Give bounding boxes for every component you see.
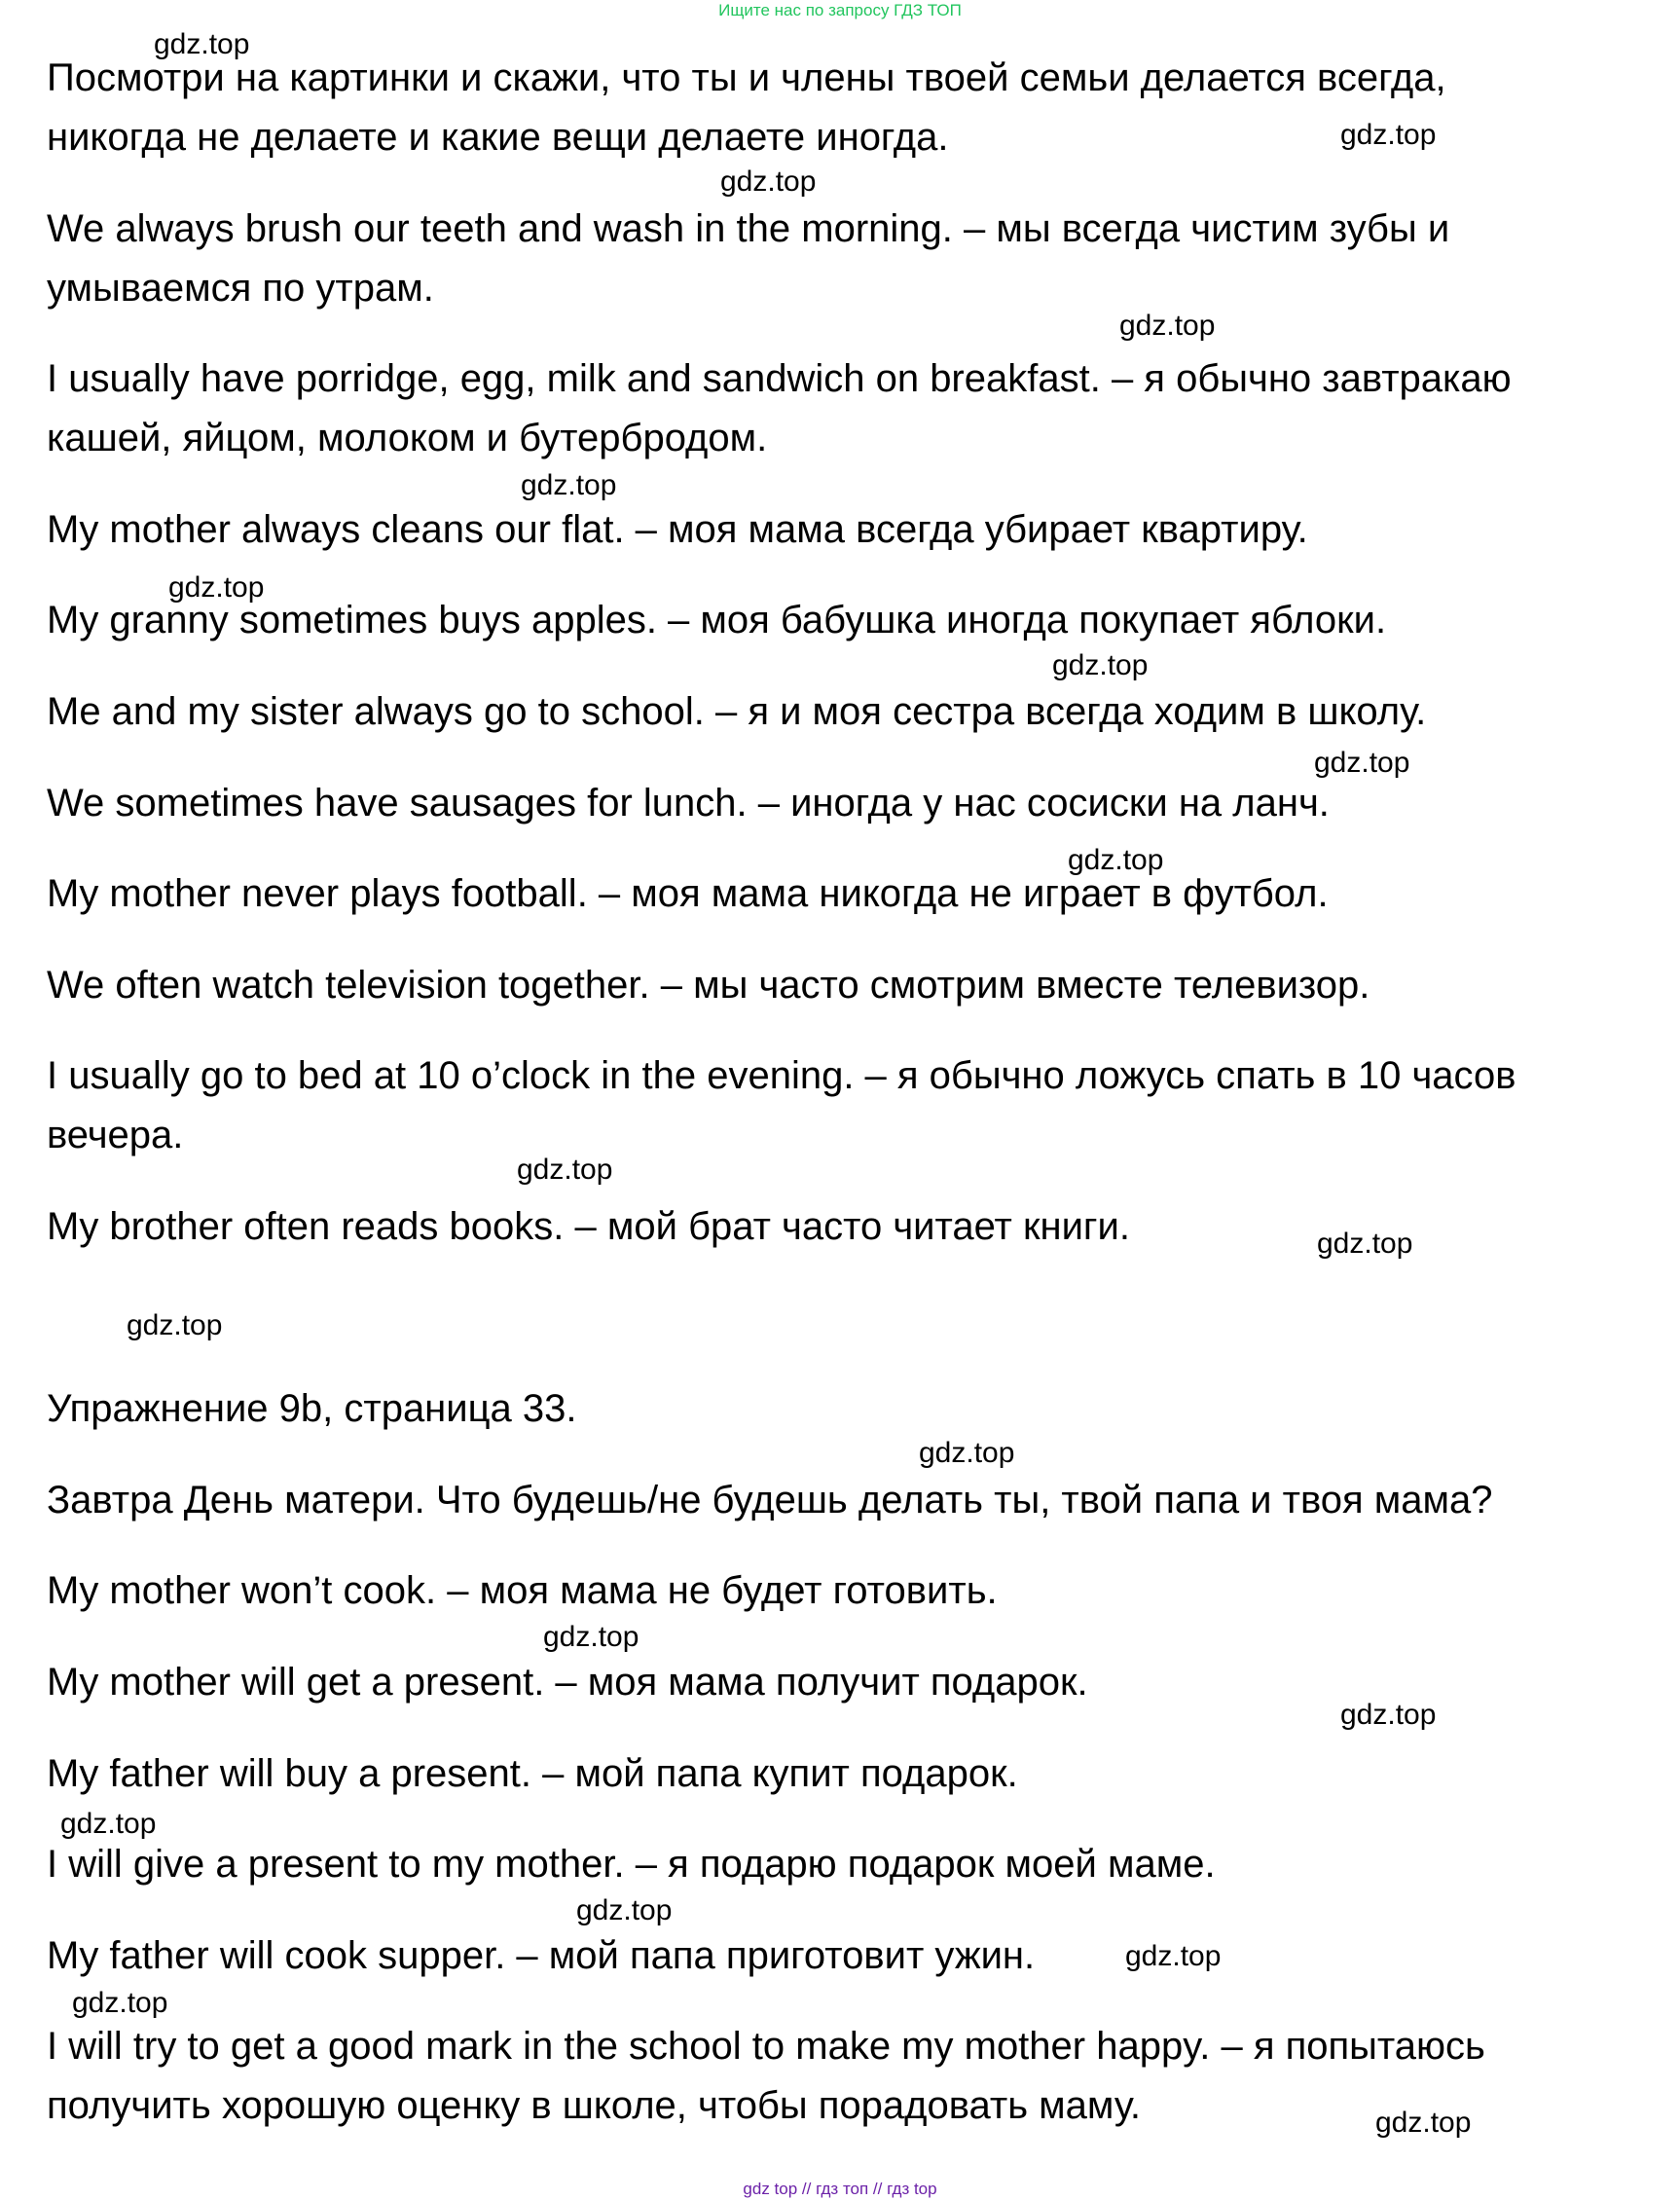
watermark: gdz.top: [1052, 649, 1149, 681]
watermark: gdz.top: [720, 165, 817, 198]
text-line: My mother won’t cook. – моя мама не будет готовить.: [47, 1569, 998, 1612]
text-line: We always brush our teeth and wash in the morning. – мы всегда чистим зубы и: [47, 207, 1450, 250]
text-line: My mother will get a present. – моя мама получит подарок.: [47, 1661, 1088, 1704]
watermark: gdz.top: [1340, 119, 1437, 151]
text-line: We sometimes have sausages for lunch. – иногда у нас сосиски на ланч.: [47, 782, 1330, 825]
text-line: никогда не делаете и какие вещи делаете иногда.: [47, 116, 949, 159]
text-line: I usually go to bed at 10 o’clock in the evening. – я обычно ложусь спать в 10 часов: [47, 1054, 1516, 1097]
text-line: получить хорошую оценку в школе, чтобы порадовать маму.: [47, 2084, 1141, 2127]
top-banner: Ищите нас по запросу ГДЗ ТОП: [718, 1, 962, 19]
watermark: gdz.top: [72, 1987, 168, 2019]
watermark: gdz.top: [1317, 1228, 1413, 1260]
watermark: gdz.top: [1125, 1940, 1222, 1972]
watermark: gdz.top: [576, 1894, 673, 1926]
text-line: I usually have porridge, egg, milk and sandwich on breakfast. – я обычно завтракаю: [47, 357, 1512, 400]
footer: gdz top // гдз топ // гдз top: [743, 2180, 937, 2198]
text-line: Посмотри на картинки и скажи, что ты и члены твоей семьи делается всегда,: [47, 56, 1446, 99]
text-line: умываемся по утрам.: [47, 267, 434, 310]
watermark: gdz.top: [1314, 747, 1410, 779]
text-line: кашей, яйцом, молоком и бутербродом.: [47, 417, 768, 459]
section-heading: Упражнение 9b, страница 33.: [47, 1387, 577, 1430]
text-line: вечера.: [47, 1114, 184, 1156]
watermark: gdz.top: [1375, 2107, 1472, 2139]
watermark: gdz.top: [1340, 1699, 1437, 1731]
text-line: My father will buy a present. – мой папа купит подарок.: [47, 1752, 1018, 1795]
watermark: gdz.top: [1119, 310, 1216, 342]
text-line: We often watch television together. – мы часто смотрим вместе телевизор.: [47, 964, 1370, 1007]
watermark: gdz.top: [1068, 844, 1164, 876]
text-line: My mother always cleans our flat. – моя мама всегда убирает квартиру.: [47, 508, 1308, 551]
watermark: gdz.top: [919, 1437, 1015, 1469]
text-line: My granny sometimes buys apples. – моя бабушка иногда покупает яблоки.: [47, 599, 1387, 642]
watermark: gdz.top: [521, 469, 617, 501]
text-line: My mother never plays football. – моя мама никогда не играет в футбол.: [47, 872, 1329, 915]
watermark: gdz.top: [517, 1154, 613, 1186]
watermark: gdz.top: [168, 571, 265, 604]
watermark: gdz.top: [154, 28, 250, 60]
text-line: Me and my sister always go to school. – я и моя сестра всегда ходим в школу.: [47, 690, 1427, 733]
watermark: gdz.top: [543, 1621, 639, 1653]
text-line: I will try to get a good mark in the school to make my mother happy. – я попытаюсь: [47, 2025, 1485, 2068]
text-line: My brother often reads books. – мой брат часто читает книги.: [47, 1205, 1130, 1248]
text-line: Завтра День матери. Что будешь/не будешь делать ты, твой папа и твоя мама?: [47, 1479, 1493, 1522]
text-line: I will give a present to my mother. – я подарю подарок моей маме.: [47, 1843, 1216, 1886]
text-line: My father will cook supper. – мой папа приготовит ужин.: [47, 1934, 1036, 1977]
watermark: gdz.top: [60, 1808, 157, 1840]
watermark: gdz.top: [127, 1309, 223, 1341]
